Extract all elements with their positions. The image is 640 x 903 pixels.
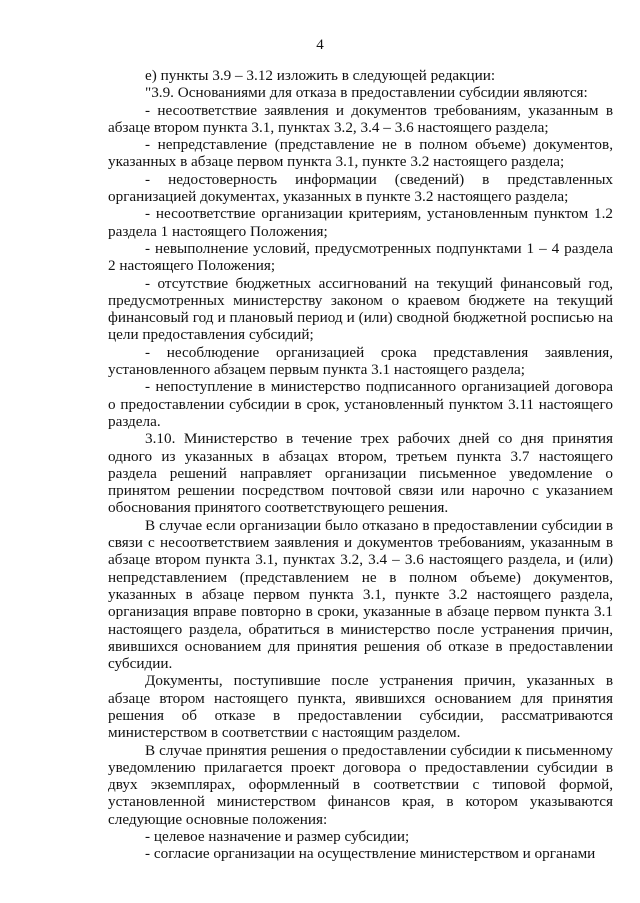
paragraph: - целевое назначение и размер субсидии; <box>145 828 410 846</box>
paragraph: - недостоверность информации (сведений) в представленных организацией документах, указанных в пункте 3.2 настоящего раздела; <box>108 170 613 206</box>
document-body <box>108 67 613 863</box>
paragraph: В случае если организации было отказано в предоставлении субсидии в связи с несоответствием заявления и документов требованиям, указанным в абзаце втором пункта 3.1, пунктах 3.2, 3.4 – 3.6 настоящего раздела, и (или) непредставлением (представлением не в полном объеме) документов, указанных в абзаце первом пункта 3.1, пункте 3.2 настоящего раздела, организация вправе повторно в сроки, указанные в абзаце первом пункта 3.1 настоящего раздела, обратиться в министерство после устранения причин, явившихся основанием для принятия решения об отказе в предоставлении субсидии. <box>108 516 613 673</box>
paragraph: 3.10. Министерство в течение трех рабочих дней со дня принятия одного из указанных в абзацах втором, третьем пункта 3.7 настоящего раздела решений направляет организации письменное уведомление о принятом решении посредством почтовой связи или нарочно с указанием обоснования принятого соответствующего решения. <box>108 430 613 517</box>
paragraph: - непредставление (представление не в полном объеме) документов, указанных в абзаце первом пункта 3.1, пункте 3.2 настоящего раздела; <box>108 136 613 171</box>
paragraph: - несоответствие заявления и документов требованиям, указанным в абзаце втором пункта 3.1, пунктах 3.2, 3.4 – 3.6 настоящего раздела; <box>108 101 613 136</box>
paragraph: Документы, поступившие после устранения причин, указанных в абзаце втором настоящего пункта, явившихся основанием для принятия решения об отказе в предоставлении субсидии, рассматриваются министерством в соответствии с настоящим разделом. <box>108 672 613 742</box>
paragraph: - несоблюдение организацией срока представления заявления, установленного абзацем первым пункта 3.1 настоящего раздела; <box>108 343 613 379</box>
paragraph: - несоответствие организации критериям, установленным пунктом 1.2 раздела 1 настоящего Положения; <box>108 205 613 240</box>
page-number: 4 <box>316 37 324 53</box>
paragraph: - согласие организации на осуществление министерством и органами <box>145 845 596 863</box>
paragraph: "3.9. Основаниями для отказа в предоставлении субсидии являются: <box>145 84 588 102</box>
paragraph: - невыполнение условий, предусмотренных подпунктами 1 – 4 раздела 2 настоящего Положения; <box>108 239 613 275</box>
paragraph: В случае принятия решения о предоставлении субсидии к письменному уведомлению прилагается проект договора о предоставлении субсидии в двух экземплярах, оформленный в соответствии с типовой формой, установленной министерством финансов края, в котором указываются следующие основные положения: <box>108 741 613 828</box>
paragraph: - непоступление в министерство подписанного организацией договора о предоставлении субсидии в срок, установленный пунктом 3.11 настоящего раздела. <box>108 378 613 430</box>
paragraph: - отсутствие бюджетных ассигнований на текущий финансовый год, предусмотренных министерству законом о краевом бюджете на текущий финансовый год и плановый период и (или) сводной бюджетной росписью на цели предоставления субсидий; <box>108 274 613 344</box>
paragraph: е) пункты 3.9 – 3.12 изложить в следующей редакции: <box>145 67 496 84</box>
